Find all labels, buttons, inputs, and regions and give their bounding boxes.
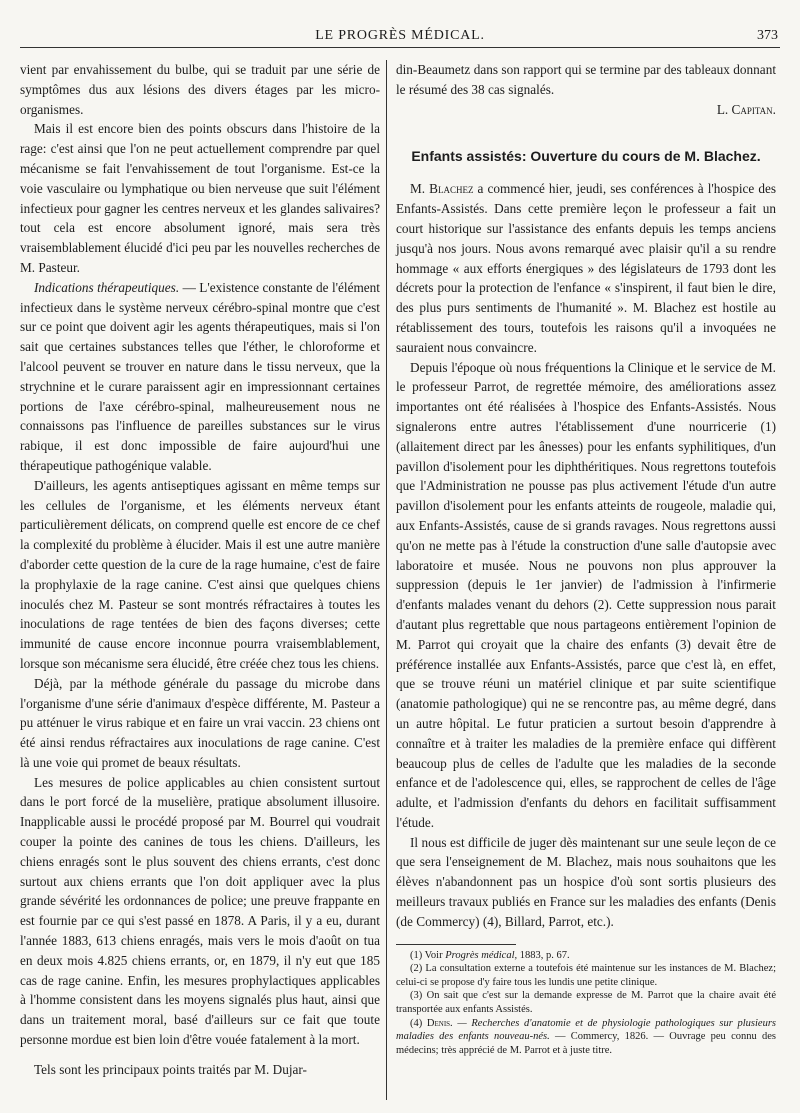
footnote-rule (396, 944, 516, 945)
footnote-author: Denis. (426, 1017, 453, 1029)
footnote-text: — Commercy, 1826. — Ouvrage peu connu des médecins; très apprécié de M. Parrot et à juste titre. (396, 1031, 776, 1056)
paragraph: Tels sont les principaux points traités par M. Dujar- (34, 1061, 307, 1077)
left-column (20, 60, 380, 1080)
paragraph: vient par envahissement du bulbe, qui se traduit par une série de symptômes dus aux lésions des divers étages par les micro-organismes. (20, 62, 380, 117)
page-number: 373 (757, 28, 778, 43)
header-rule (20, 47, 780, 48)
footnote-2: (2) La consultation externe a toutefois été maintenue sur les instances de M. Blachez; celui-ci se propose d'y faire tous les lundis une petite clinique. (396, 963, 776, 988)
paragraph: Les mesures de police applicables au chien consistent surtout dans le port forcé de la muselière, pratique absolument illusoire. Inapplicable aussi le procédé proposé par M. Bourrel qui voudrait couper la pointe des canines de tous les chiens. D'ailleurs, les chiens enragés sont le plus souvent des chiens errants, c'est donc surtout aux chiens errants que l'on doit appliquer avec la plus grande sévérité les ordonnances de police; une preuve frappante en est fournie par ce qui s'est passé en 1878. A Paris, il y a eu, durant l'année 1883, 613 chiens enragés, mais vers le mois d'août on tua en deux mois 4.825 chiens errants, or, en 1879, il n'y eut que 185 cas de rage canine. Enfin, les mesures prophylactiques applicables à l'homme consistent dans les moyens signalés plus haut, ainsi que dans un traitement moral, basé d'ailleurs sur ce fait que toute personne mordue est bien loin d'être vouée fatalement à la mort. (20, 774, 380, 1048)
page-header (20, 24, 780, 50)
footnote-1 (396, 949, 776, 963)
paragraph-text: — L'existence constante de l'élément infectieux dans le système nerveux cérébro-spinal montre que c'est sur ce point que doivent agir les agents thérapeutiques, mais si l'on sait que certaines substances telles que l'éther, le chloroforme et l'alcool peuvent se trouver en nature dans le tissu nerveux, que la strychnine et le curare paraissent agir en impressionnant certaines portions de l'axe cérébro-spinal, malheureusement nous ne connaissons pas l'influence de pareilles substances sur le virus rabique, il est donc impossible de faire aujourd'hui une thérapeutique pathogénique valable. (20, 279, 380, 473)
footnote-journal: Progrès médical, (445, 949, 518, 961)
paragraph: din-Beaumetz dans son rapport qui se termine par des tableaux donnant le résumé des 38 cas signalés. (396, 62, 776, 97)
footnotes (396, 949, 776, 1058)
paragraph: D'ailleurs, les agents antiseptiques agissant en même temps sur les cellules de l'organisme, et les éléments nerveux étant particulièrement délicats, on comprend quelle est encore de ce chef la complexité du problème à élucider. Mais il est une autre manière d'aborder cette question de la cure de la rage humaine, c'est de faire la prophylaxie de la rage canine. C'est ainsi que quelques chiens inoculés chez M. Pasteur se sont montrés réfractaires à toutes les inoculations de rage tentées de bien des façons diverses; cette immunité de cause encore inconnue pourra vraisemblablement, lorsque son mécanisme sera élucidé, être créée chez tous les chiens. (20, 477, 380, 671)
footnote-text: 1883, p. 67. (517, 949, 570, 961)
footnote-4 (396, 1017, 776, 1058)
footnote-title: — Recherches d'anatomie et de physiologie pathologiques sur plusieurs maladies des enfants nouveau-nés. (396, 1017, 776, 1043)
right-column (396, 60, 776, 1057)
author-signature: L. Capitan. (716, 101, 776, 117)
person-name: M. Blachez (410, 181, 474, 197)
journal-title: LE PROGRÈS MÉDICAL. (315, 28, 485, 43)
paragraph-therapeutics (20, 278, 380, 476)
article-title: Enfants assistés: Ouverture du cours de M. Blachez. (411, 148, 761, 165)
footnote-text: (4) (410, 1017, 427, 1029)
paragraph: Il nous est difficile de juger dès maintenant sur une seule leçon de ce que sera l'enseignement de M. Blachez, mais nous souhaitons que les élèves n'abandonnent pas un hospice d'où sont sortis plusieurs des meilleurs travaux publiés en France sur les maladies des enfants (Denis (de Commercy) (4), Billard, Parrot, etc.). (396, 834, 776, 929)
paragraph-text: a commencé hier, jeudi, ses conférences à l'hospice des Enfants-Assistés. Dans cette première leçon le professeur a fait un court historique sur l'assistance des enfants depuis les temps anciens jusqu'à nos jours. Nous avons remarqué avec plaisir qu'il a su rendre hommage « aux efforts énergiques » des législateurs de 1793 dont les décrets pour la protection de l'enfance « s'inspirent, il faut bien le dire, des plus purs sentiments de l'humanité ». M. Blachez est hostile au rétablissement des tours, toutefois les raisons qu'il a invoquées ne sauraient nous convaincre. (396, 181, 776, 355)
paragraph: Mais il est encore bien des points obscurs dans l'histoire de la rage: c'est ainsi que l'on ne peut actuellement comprendre par quel mécanisme se fait l'envahissement de tout l'organisme. Est-ce la voie vasculaire ou lymphatique ou bien nerveuse que suit l'élément infectieux pour gagner les centres nerveux et les glandes salivaires? tout cela est encore absolument ignoré, mais sera très vraisemblablement élucidé d'ici peu par les nouvelles recherches de M. Pasteur. (20, 121, 380, 275)
footnote-3: (3) On sait que c'est sur la demande expresse de M. Parrot que la chaire avait été transportée aux enfants Assistés. (396, 990, 776, 1016)
paragraph: Depuis l'époque où nous fréquentions la Clinique et le service de M. le professeur Parrot, de regrettée mémoire, des améliorations assez importantes ont été réalisées à l'hospice des Enfants-Assistés. Nous signalerons entre autres l'établissement d'une nourricerie (1) (allaitement direct par les ânesses) pour les enfants syphilitiques, d'un pavillon d'isolement pour les diphthéritiques. Nous regrettons toutefois que l'Administration ne pousse pas plus activement l'étude d'un autre pavillon d'isolement pour les enfants atteints de rougeole, maladie qui, aux Enfants-Assistés, cause de si grands ravages. Nous regrettons aussi qu'on ne mette pas à l'étude la construction d'une salle d'autopsie avec laboratoire et musée. Nous ne pouvons non plus approuver la suppression (depuis le 1er janvier) de l'admission à l'infirmerie d'enfants malades venant du dehors (2). Cette suppression nous parait d'autant plus regrettable que nous partageons entièrement l'opinion de M. Parrot qui croyait que la chaire des enfants (3) devait être de préférence installée aux Enfants-Assistés, parce que c'est là, en effet, que se trouve réuni un matériel clinique et par suite scientifique (anatomie pathologique) qui ne se rencontre pas, au même degré, dans un autre hôpital. Le futur praticien a surtout besoin d'apprendre à connaître et à traiter les maladies de la première enface qui diffèrent beaucoup plus de celles de l'adulte que les maladies de la seconde enfance et de l'adolescence qui, elles, se rapprochent de celles de l'âge adulte, et l'admission d'enfants du dehors en facilitait suffisamment l'étude. (396, 359, 776, 830)
paragraph: Déjà, par la méthode générale du passage du microbe dans l'organisme d'une série d'animaux d'espèce différente, M. Pasteur a pu atténuer le virus rabique et en faire un vrai vaccin. 23 chiens ont été ainsi rendus réfractaires aux inoculations de rage canine. C'est là une voie qui promet de beaux résultats. (20, 675, 380, 770)
footnote-text: (1) Voir (410, 949, 446, 961)
column-divider (386, 60, 387, 1100)
paragraph-intro (396, 179, 776, 357)
section-heading: Indications thérapeutiques. (34, 279, 180, 295)
